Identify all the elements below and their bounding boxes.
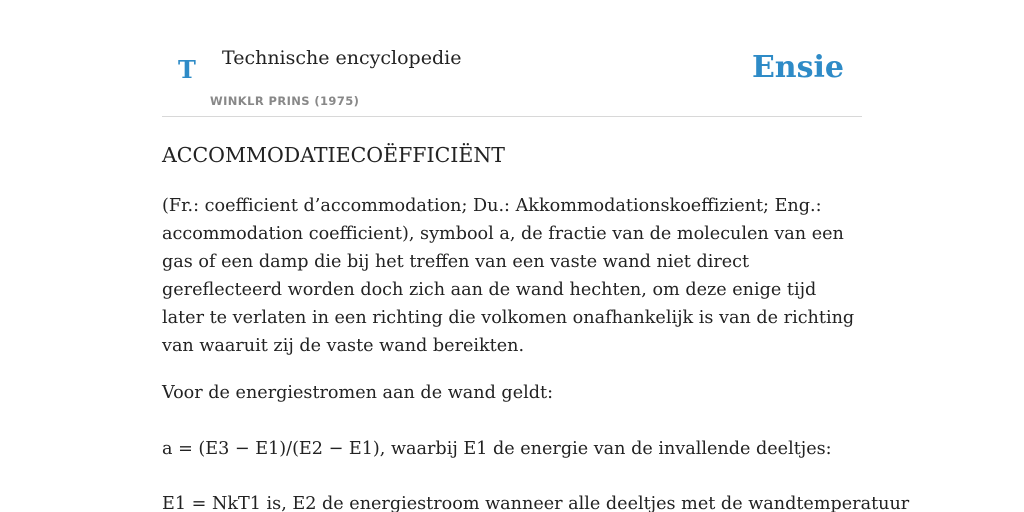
article-title: ACCOMMODATIECOËFFICIËNT <box>162 143 505 167</box>
site-header <box>162 0 862 117</box>
brand-logo[interactable]: Ensie <box>751 50 844 85</box>
article <box>162 140 910 512</box>
encyclopedia-title[interactable]: Technische encyclopedie <box>222 47 462 69</box>
article-paragraph: Voor de energiestromen aan de wand geldt: <box>162 383 553 403</box>
article-paragraph: (Fr.: coefficient d’accommodation; Du.: Akkommodationskoeffizient; Eng.: accommodation coefficient), symbool a, de fractie van de moleculen van een gas of een damp die bij het treffen van een vaste wand niet direct gereflecteerd worden doch zich aan de wand hechten, om deze enige tijd later te verlaten in een richting die volkomen onafhankelijk is van de richting van waaruit zij de vaste wand bereikten. <box>162 196 855 356</box>
article-paragraph: E1 = NkT1 is, E2 de energiestroom wanneer alle deeltjes met de wandtemperatuur <box>162 494 910 512</box>
encyclopedia-source: WINKLR PRINS (1975) <box>210 94 360 108</box>
article-formula-paragraph: a = (E3 − E1)/(E2 − E1), waarbij E1 de energie van de invallende deeltjes: <box>162 439 832 459</box>
category-logo[interactable]: T <box>178 55 196 84</box>
